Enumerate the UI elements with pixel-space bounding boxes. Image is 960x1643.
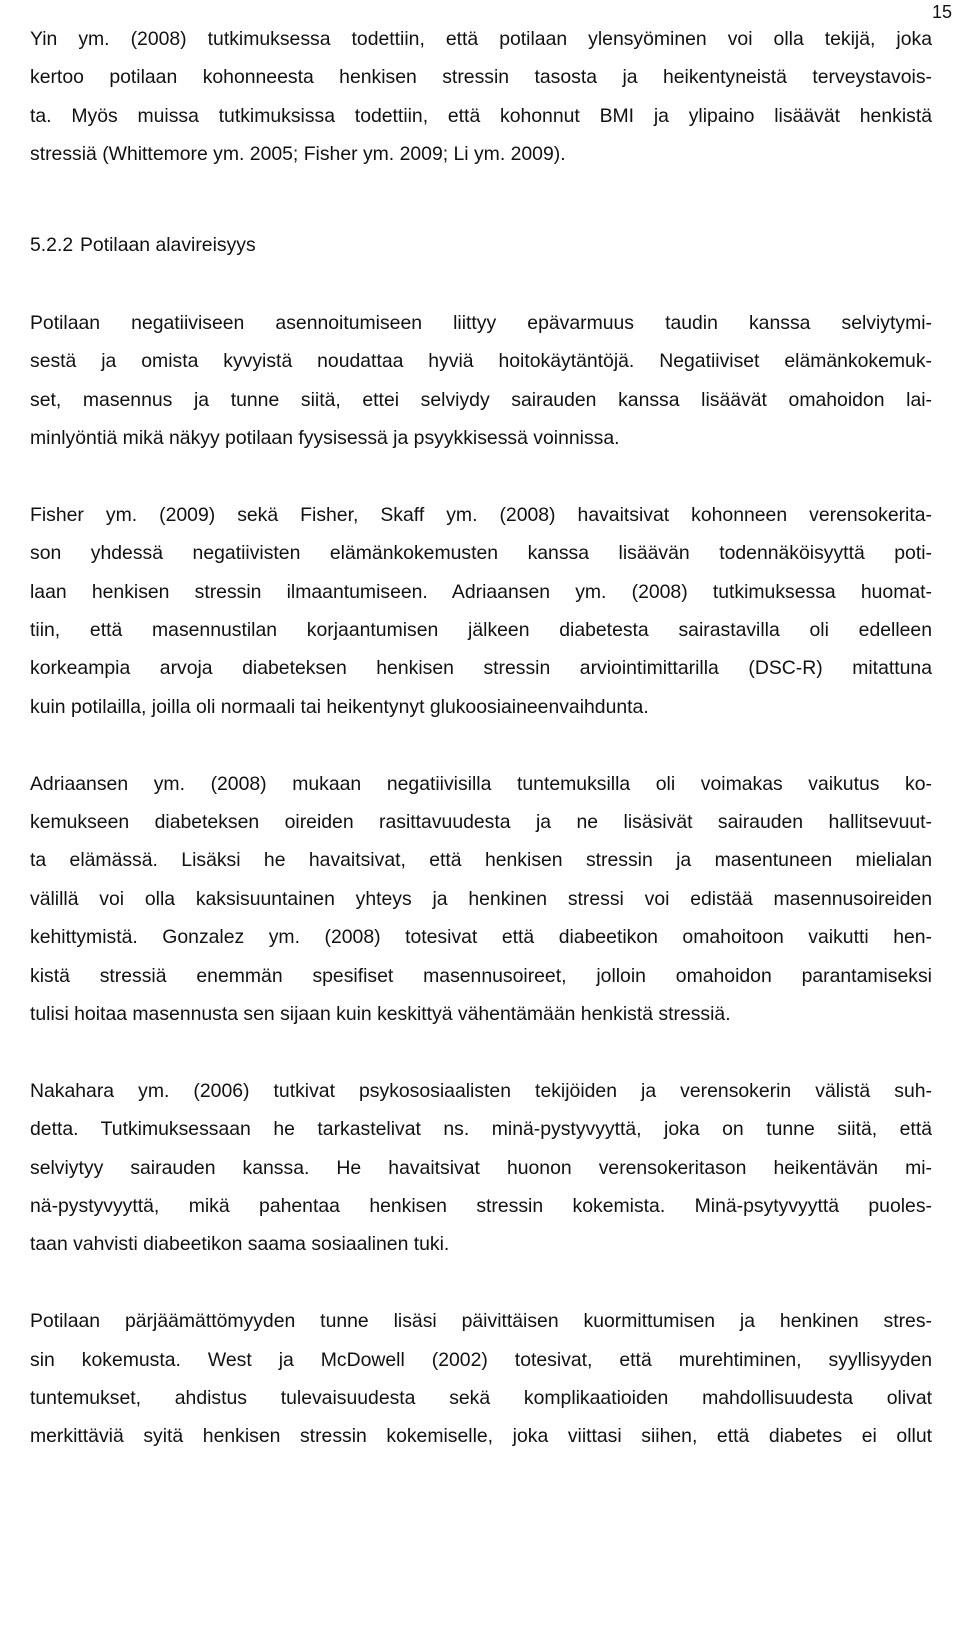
section-heading [30,226,932,264]
text-line: Fisher ym. (2009) sekä Fisher, Skaff ym. (2008) havaitsivat kohonneen verensokerita- [30,503,932,526]
text-line: stressiä (Whittemore ym. 2005; Fisher ym. 2009; Li ym. 2009). [30,143,566,166]
text-line: välillä voi olla kaksisuuntainen yhteys ja henkinen stressi voi edistää masennusoireiden [30,887,932,910]
page-number: 15 [931,2,952,22]
text-line: minlyöntiä mikä näkyy potilaan fyysisessä ja psyykkisessä voinnissa. [30,427,620,450]
text-line: son yhdessä negatiivisten elämänkokemusten kanssa lisäävän todennäköisyyttä poti- [30,542,932,565]
text-line: detta. Tutkimuksessaan he tarkastelivat ns. minä-pystyvyyttä, joka on tunne siitä, että [30,1118,932,1141]
text-line: Adriaansen ym. (2008) mukaan negatiivisilla tuntemuksilla oli voimakas vaikutus ko- [30,772,932,795]
text-line: tiin, että masennustilan korjaantumisen jälkeen diabetesta sairastavilla oli edelleen [30,619,932,642]
text-line: kertoo potilaan kohonneesta henkisen stressin tasosta ja heikentyneistä terveystavois- [30,66,932,89]
text-line: set, masennus ja tunne siitä, ettei selviydy sairauden kanssa lisäävät omahoidon lai- [30,388,932,411]
text-line: nä-pystyvyyttä, mikä pahentaa henkisen stressin kokemista. Minä-psytyvyyttä puoles- [30,1194,932,1217]
paragraph-parjaamattomyys [30,1302,932,1456]
text-line: tuntemukset, ahdistus tulevaisuudesta sekä komplikaatioiden mahdollisuudesta olivat [30,1386,932,1409]
text-line: kemukseen diabeteksen oireiden rasittavuudesta ja ne lisäsivät sairauden hallitsevuut- [30,811,932,834]
text-line: tulisi hoitaa masennusta sen sijaan kuin keskittyä vähentämään henkistä stressiä. [30,1002,731,1025]
text-line: selviytyy sairauden kanssa. He havaitsivat huonon verensokeritason heikentävän mi- [30,1156,932,1179]
paragraph-nakahara [30,1072,932,1264]
paragraph-adriaansen [30,765,932,1034]
paragraph-yin [30,20,932,174]
text-line: Yin ym. (2008) tutkimuksessa todettiin, että potilaan ylensyöminen voi olla tekijä, joka [30,28,932,50]
text-line: sin kokemusta. West ja McDowell (2002) totesivat, että murehtiminen, syyllisyyden [30,1348,932,1371]
paragraph-fisher [30,496,932,726]
section-title: Potilaan alavireisyys [80,233,256,256]
document-body [30,20,932,1456]
text-line: ta. Myös muissa tutkimuksissa todettiin, että kohonnut BMI ja ylipaino lisäävät henkistä [30,104,932,127]
text-line: korkeampia arvoja diabeteksen henkisen stressin arviointimittarilla (DSC-R) mitattuna [30,657,932,680]
text-line: laan henkisen stressin ilmaantumiseen. Adriaansen ym. (2008) tutkimuksessa huomat- [30,580,932,603]
text-line: Nakahara ym. (2006) tutkivat psykososiaalisten tekijöiden ja verensokerin välistä suh- [30,1079,932,1102]
text-line: kistä stressiä enemmän spesifiset masennusoireet, jolloin omahoidon parantamiseksi [30,964,932,987]
text-line: ta elämässä. Lisäksi he havaitsivat, että henkisen stressin ja masentuneen mielialan [30,849,932,872]
text-line: Potilaan pärjäämättömyyden tunne lisäsi päivittäisen kuormittumisen ja henkinen stres- [30,1310,932,1333]
text-line: merkittäviä syitä henkisen stressin kokemiselle, joka viittasi siihen, että diabetes ei ollut [30,1425,932,1448]
text-line: kehittymistä. Gonzalez ym. (2008) totesivat että diabeetikon omahoitoon vaikutti hen- [30,926,932,949]
paragraph-negatiivinen-asennoituminen [30,304,932,458]
text-line: sestä ja omista kyvyistä noudattaa hyviä hoitokäytäntöjä. Negatiiviset elämänkokemuk- [30,350,932,373]
text-line: taan vahvisti diabeetikon saama sosiaalinen tuki. [30,1233,450,1256]
text-line: kuin potilailla, joilla oli normaali tai heikentynyt glukoosiaineenvaihdunta. [30,695,649,718]
section-number: 5.2.2 [30,233,74,256]
text-line: Potilaan negatiiviseen asennoitumiseen liittyy epävarmuus taudin kanssa selviytymi- [30,311,932,334]
